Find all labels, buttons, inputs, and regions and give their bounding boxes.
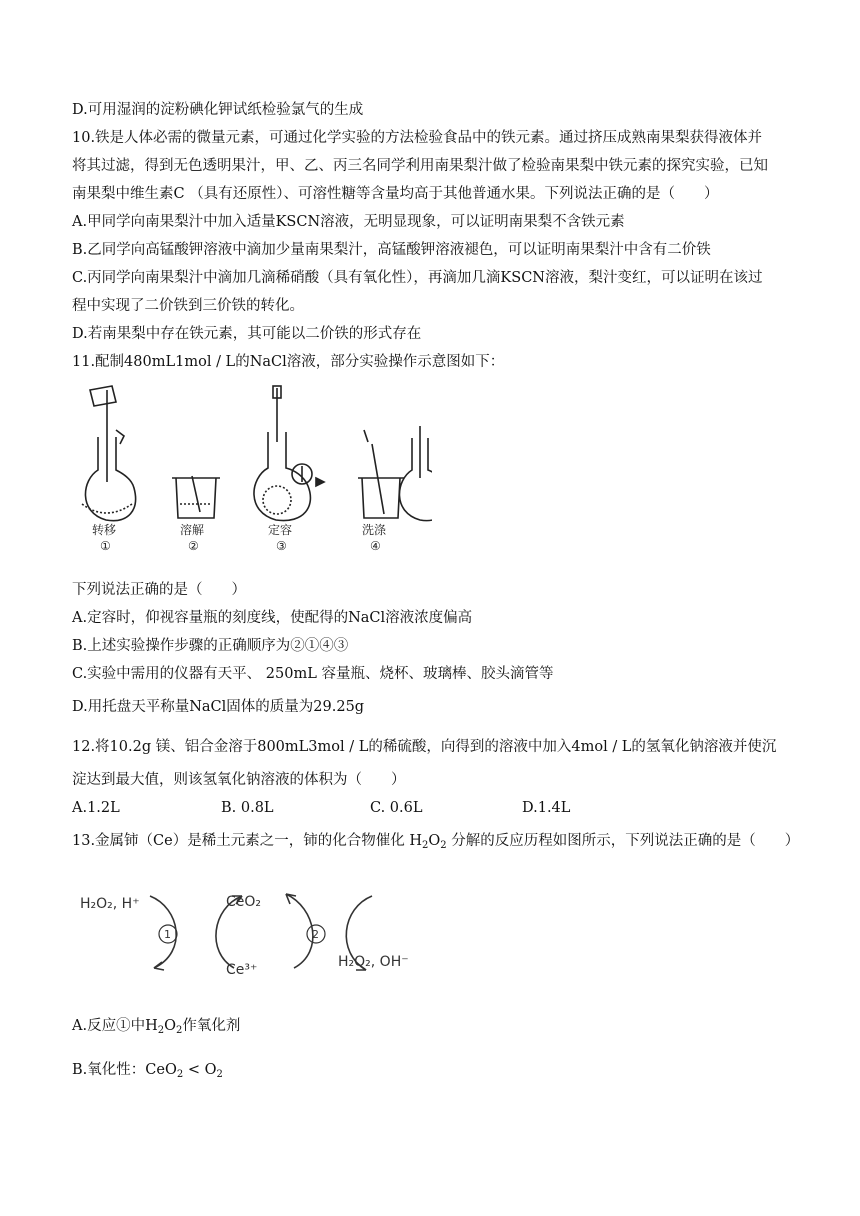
q12-stem-line1: 12.将10.2g 镁、铝合金溶于800mL3mol / L的稀硫酸，向得到的溶液中加入4mol / L的氢氧化钠溶液并使沉 xyxy=(72,739,777,755)
fig11-label-step3: ③ xyxy=(276,539,287,553)
q11-option-c: C.实验中需用的仪器有天平、 250mL 容量瓶、烧杯、玻璃棒、胶头滴管等 xyxy=(72,666,554,682)
q12-stem-line2: 淀达到最大值，则该氢氧化钠溶液的体积为（ ） xyxy=(72,772,406,788)
q11-stem: 11.配制480mL1mol / L的NaCl溶液，部分实验操作示意图如下： xyxy=(72,354,505,370)
q13-formula-h2o2: $H_2O_2$ xyxy=(409,833,447,851)
q13-option-a-part2: 作氧化剂 xyxy=(182,1018,241,1034)
q13-option-b xyxy=(72,1060,223,1085)
q10-stem-line3: 南果梨中维生素C （具有还原性）、可溶性糖等含量均高于其他普通水果。下列说法正确的是（ ） xyxy=(72,186,719,202)
fig11-label-step4: ④ xyxy=(370,539,381,553)
fig13-product-h2o2-oh: H₂O₂, OH⁻ xyxy=(338,954,409,970)
fig11-label-transfer: 转移 xyxy=(92,523,117,537)
q10-option-b: B.乙同学向高锰酸钾溶液中滴加少量南果梨汁，高锰酸钾溶液褪色，可以证明南果梨汁中含有二价铁 xyxy=(72,242,711,258)
fig11-label-fix-volume: 定容 xyxy=(268,523,293,537)
q11-option-a: A.定容时，仰视容量瓶的刻度线，使配得的NaCl溶液浓度偏高 xyxy=(72,610,473,626)
q11-option-b: B.上述实验操作步骤的正确顺序为②①④③ xyxy=(72,638,349,654)
q13-option-a xyxy=(72,1016,240,1041)
q13-option-a-part1: A.反应①中 xyxy=(72,1018,146,1034)
q10-option-c-line1: C.丙同学向南果梨汁中滴加几滴稀硝酸（具有氧化性），再滴加几滴KSCN溶液，梨汁变红，可以证明在该过 xyxy=(72,270,763,286)
solution-preparation-figure xyxy=(72,382,432,560)
fig13-step2-label: 2 xyxy=(312,928,319,941)
cerium-reaction-cycle-figure xyxy=(76,882,436,982)
q13-option-b-part1: B.氧化性： xyxy=(72,1062,146,1078)
q12-option-d: D.1.4L xyxy=(522,800,571,816)
q10-option-a: A.甲同学向南果梨汁中加入适量KSCN溶液，无明显现象，可以证明南果梨不含铁元素 xyxy=(72,214,625,230)
q11-option-d: D.用托盘天平称量NaCl固体的质量为29.25g xyxy=(72,699,365,715)
q13-option-a-formula: $H_2O_2$ xyxy=(145,1018,183,1036)
q12-option-b: B. 0.8L xyxy=(221,800,274,816)
q13-option-b-formula: $CeO_2 < O_2$ xyxy=(145,1062,223,1080)
q13-stem-part2: 分解的反应历程如图所示，下列说法正确的是（ ） xyxy=(451,833,800,849)
q12-option-a: A.1.2L xyxy=(72,800,120,816)
fig11-label-step1: ① xyxy=(100,539,111,553)
fig13-ce3plus: Ce³⁺ xyxy=(226,962,258,978)
fig11-label-dissolve: 溶解 xyxy=(180,523,205,537)
fig13-step1-label: 1 xyxy=(164,928,171,941)
fig13-ceo2: CeO₂ xyxy=(226,894,262,910)
q12-option-c: C. 0.6L xyxy=(370,800,423,816)
q10-option-d: D.若南果梨中存在铁元素，其可能以二价铁的形式存在 xyxy=(72,326,422,342)
q10-stem-line2: 将其过滤，得到无色透明果汁，甲、乙、丙三名同学利用南果梨汁做了检验南果梨中铁元素的探究实验，已知 xyxy=(72,158,768,174)
q10-stem-line1: 10.铁是人体必需的微量元素，可通过化学实验的方法检验食品中的铁元素。通过挤压成熟南果梨获得液体并 xyxy=(72,130,763,146)
q13-stem xyxy=(72,831,799,856)
fig13-reactant-h2o2-h: H₂O₂, H⁺ xyxy=(80,896,140,912)
q13-stem-part1: 13.金属铈（Ce）是稀土元素之一，铈的化合物催化 xyxy=(72,833,405,849)
q11-question: 下列说法正确的是（ ） xyxy=(72,582,246,598)
fig11-label-wash: 洗涤 xyxy=(362,523,387,537)
q10-option-c-line2: 程中实现了二价铁到三价铁的转化。 xyxy=(72,298,304,314)
fig11-label-step2: ② xyxy=(188,539,199,553)
q9-option-d: D.可用湿润的淀粉碘化钾试纸检验氯气的生成 xyxy=(72,102,364,118)
